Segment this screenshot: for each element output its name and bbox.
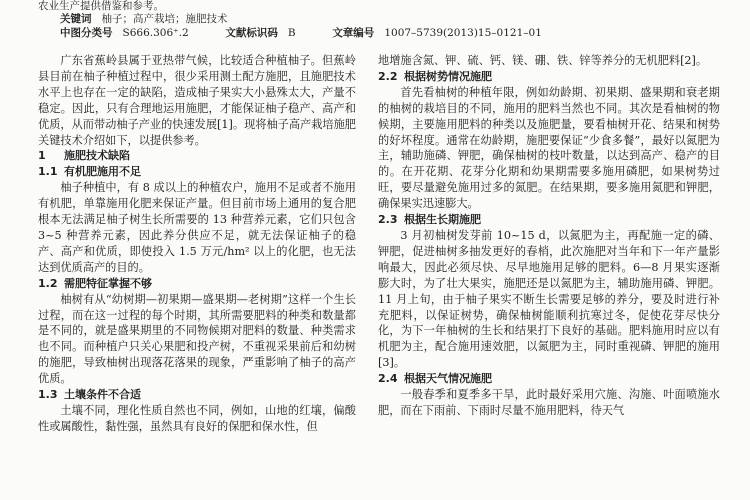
article-meta [38, 0, 728, 40]
section-title: 施肥技术缺陷 [64, 149, 130, 163]
section-heading [38, 276, 356, 292]
keywords: 柚子；高产栽培；施肥技术 [101, 13, 228, 25]
section-title: 土壤条件不合适 [64, 388, 141, 402]
section-number: 1.3 [38, 388, 58, 402]
doc-code-value: B [287, 26, 296, 39]
keywords-line [38, 13, 728, 27]
section-number: 2.4 [378, 372, 398, 386]
top-fragment: 农业生产提供借鉴和参考。 [38, 0, 164, 12]
section-heading [378, 69, 720, 85]
doc-code-label: 文献标识码 [225, 26, 278, 39]
section-number: 1.1 [38, 165, 58, 179]
clc-label: 中图分类号 [60, 26, 113, 39]
body-paragraph: 广东省蕉岭县属于亚热带气候，比较适合种植柚子。但蕉岭县目前在柚子种植过程中，很少采用测土配方施肥，且施肥技术水平上也存在一定的缺陷，造成柚子果实大小悬殊太大，产量不稳定。因此，只有合理地运用施肥，才能保证柚子稳产、高产和优质，从而带动柚子产业的快速发展[1]。现将柚子高产栽培施肥关键技术介绍如下，以提供参考。 [38, 54, 356, 147]
body-paragraph: 首先看柚树的种植年限，例如幼龄期、初果期、盛果期和衰老期的柚树的栽培目的不同，施用的肥料当然也不同。其次是看柚树的物候期，主要施用肥料的种类以及施肥量，要看柚树开花、结果和树势的好坏程度。通常在幼龄期，施肥要保证“少食多餐”，最好以氮肥为主，辅助施磷、钾肥，确保柚树的枝叶数量，以达到高产、稳产的目的。在开花期、花芽分化期和幼果期需要多施用磷肥，如果树势过旺，要尽量避免施用过多的氮肥。在结果期，要多施用氮肥和钾肥，确保果实迅速膨大。 [378, 85, 720, 211]
section-heading [38, 148, 356, 164]
left-column [38, 53, 356, 435]
section-number: 1 [38, 149, 46, 163]
article-no-label: 文章编号 [332, 26, 375, 39]
section-title: 需肥特征掌握不够 [64, 276, 152, 290]
article-no-value: 1007–5739(2013)15–0121–01 [384, 26, 542, 39]
body-paragraph: 土壤不同，理化性质自然也不同，例如，山地的红壤，偏酸性或属酸性，黏性强，虽然具有良好的保肥和保水性，但 [38, 403, 356, 433]
section-heading [378, 212, 720, 228]
section-title: 根据树势情况施肥 [404, 69, 492, 83]
section-heading [38, 387, 356, 403]
body-paragraph: 一般春季和夏季多干旱，此时最好采用穴施、沟施、叶面喷施水肥，而在下雨前、下雨时尽量不施用肥料，待天气 [378, 388, 720, 417]
classification-line [38, 27, 728, 41]
section-title: 根据天气情况施肥 [404, 372, 492, 386]
section-heading [378, 371, 720, 387]
section-number: 2.2 [378, 69, 398, 83]
section-title: 根据生长期施肥 [404, 213, 481, 227]
section-title: 有机肥施用不足 [64, 165, 141, 179]
clc-value: S666.306⁺.2 [122, 26, 189, 39]
right-column [378, 53, 720, 419]
keywords-label: 关键词 [60, 13, 92, 25]
section-number: 2.3 [378, 213, 398, 227]
body-paragraph: 柚树有从“幼树期—初果期—盛果期—老树期”这样一个生长过程，而在这一过程的每个时期，其所需要肥料的种类和数量都是不同的，就是盛果期里的不同物候期对肥料的数量、种类需求也不同。而种植户只关心果肥和投产树，不重视采果前后和幼树的施肥，导致柚树出现落花落果的现象，严重影响了柚子的高产优质。 [38, 292, 356, 386]
section-number: 1.2 [38, 276, 58, 290]
section-heading [38, 164, 356, 180]
body-paragraph: 3 月初柚树发芽前 10~15 d，以氮肥为主，再配施一定的磷、钾肥，促进柚树多抽发更好的春梢，此次施肥对当年和下一年产量影响最大，因此必须尽快、尽早地施用足够的肥料。6—8 月果实逐渐膨大时，为了壮大果实，施肥还是以氮肥为主，辅助施用磷、钾肥。11 月上旬，由于柚子果实不断生长需要足够的养分，要及时进行补充肥料，以保证树势，确保柚树能顺利抗寒过冬，促使花芽尽快分化，为下一年柚树的生长和结果打下良好的基础。肥料施用时应以有机肥为主，配合施用速效肥，以氮肥为主，同时重视磷、钾肥的施用[3]。 [378, 228, 720, 370]
body-paragraph: 地增施含氮、钾、硫、钙、镁、硼、铁、锌等养分的无机肥料[2]。 [378, 54, 708, 67]
body-paragraph: 柚子种植中，有 8 成以上的种植农户，施用不足或者不施用有机肥，单靠施用化肥来保证产量。但目前市场上通用的复合肥根本无法满足柚子树生长所需要的 13 种营养元素，它们只包含 3~5 种营养元素，因此养分供应不足，就无法保证柚子的稳产、高产和优质，即使投入 1.5 万元/hm² 以上的化肥，也无法达到优质高产的目的。 [38, 181, 356, 274]
